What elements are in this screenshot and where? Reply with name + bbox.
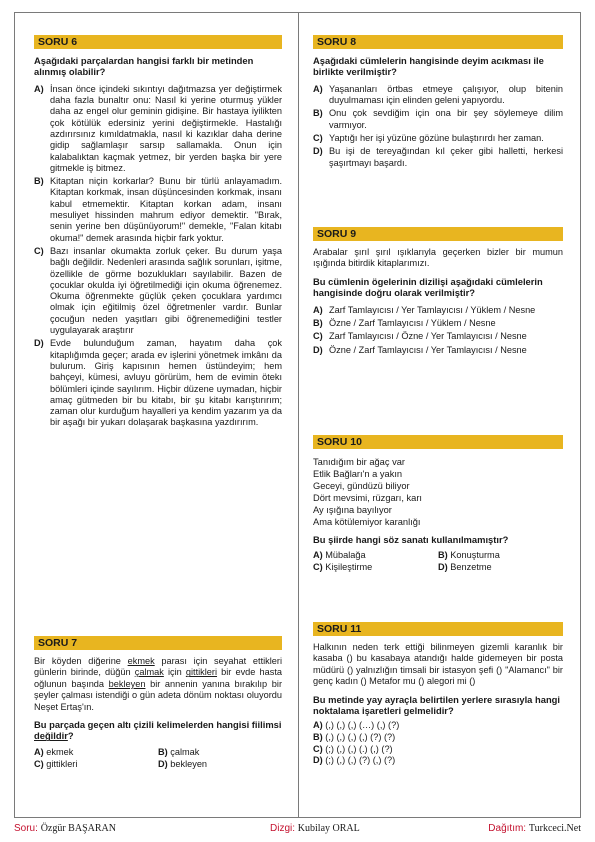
- option-d[interactable]: D) Benzetme: [438, 562, 492, 573]
- option-c[interactable]: C) (;) (,) (,) (.) (,) (?): [313, 743, 393, 754]
- poem-line: Ama kötülemiyor karanlığı: [313, 517, 421, 527]
- option-c[interactable]: C) Yaptığı her işi yüzüne gözüne bulaştırırdı her zaman.: [313, 133, 544, 143]
- question-8: [313, 35, 563, 169]
- question-7-text: Bir köyden diğerine ekmek parası için seyahat ettikleri günlerin birinde, düğün çalmak için gittikleri bir evde hasta oğlunun başında bekleyen bir annenin yanına bırakılıp bir şeyler çalması istendiği o gün adeta dönüm noktası oluyordu Neşet Ertaş'ın.: [34, 656, 283, 712]
- question-11-options: [313, 720, 563, 766]
- poem-line: Tanıdığım bir ağaç var: [313, 457, 405, 467]
- underlined-word: çalmak: [134, 667, 164, 678]
- option-b[interactable]: B) çalmak: [158, 746, 200, 757]
- column-divider: [298, 13, 299, 817]
- option-c[interactable]: C) Bazı insanlar okumakta zorluk çeker. Bu durum yaşa bağlı değildir. Nedenleri arasında sağlık sorunları, işitme, özellikle de görme bozuklukları sayılabilir. Bazen de çocuklar okulda iyi öğretilmediği için okuma öğrenemez. Okuma öğrenmekte güçlük çeken çocuklara yardımcı olmak için eğitilmiş özel öğretmenler vardır. Bunlar çocuğun neden yaşıtları gibi öğrenemediğini testler uygulayarak araştırır: [34, 245, 282, 336]
- question-10-title: SORU 10: [313, 435, 563, 449]
- question-9-title: SORU 9: [313, 227, 563, 241]
- underlined-word: ekmek: [127, 656, 155, 666]
- question-7-options: [34, 746, 282, 770]
- footer-typesetter: Dizgi: Kubilay ORAL: [270, 823, 360, 834]
- underlined-word: gittikleri: [185, 667, 218, 678]
- question-11: [313, 622, 563, 767]
- option-b[interactable]: B) Özne / Zarf Tamlayıcısı / Yüklem / Nesne: [313, 317, 496, 328]
- option-a[interactable]: A) ekmek: [34, 746, 74, 757]
- question-7: [34, 636, 282, 770]
- poem-line: Etlik Bağları'n a yakın: [313, 469, 403, 479]
- option-b[interactable]: B) Onu çok sevdiğim için ona bir şey söylemeye dilim varmıyor.: [313, 108, 563, 130]
- option-a[interactable]: A) (,) (,) (,) (…) (,) (?): [313, 720, 400, 731]
- question-10-poem: [313, 456, 563, 528]
- option-d[interactable]: D) Özne / Zarf Tamlayıcısı / Yer Tamlayıcısı / Nesne: [313, 344, 527, 355]
- option-c[interactable]: C) Zarf Tamlayıcısı / Özne / Yer Tamlayıcısı / Nesne: [313, 331, 527, 342]
- question-11-stem: Bu metinde yay ayraçla belirtilen yerlere sırasıyla hangi noktalama işaretleri gelmelidir?: [313, 693, 560, 717]
- option-c[interactable]: C) Kişileştirme: [313, 562, 373, 573]
- option-d[interactable]: D) bekleyen: [158, 758, 208, 769]
- option-b[interactable]: B) Kitaptan niçin korkarlar? Bunu bir türlü anlayamadım. Kitaptan korkmak, insan düşüncesinden korkmak, insanı kabul etmemektir. Kitaptan korkan adam, insanı mesuliyet hissinden mahrum ediyor demektir. "Bırak, senin yerine ben düşünüyorum!" demekle, "Falan kitabı okuma!" demek arasında hiçbir fark yoktur.: [34, 176, 282, 243]
- question-6-stem: Aşağıdaki parçalardan hangisi farklı bir metinden alınmış olabilir?: [34, 55, 254, 78]
- underlined-word: bekleyen: [108, 678, 146, 689]
- question-11-title: SORU 11: [313, 622, 563, 636]
- option-b[interactable]: B) Konuşturma: [438, 550, 500, 561]
- question-6-title: SORU 6: [34, 35, 282, 49]
- poem-line: Geceyi, gündüzü biliyor: [313, 481, 410, 491]
- option-d[interactable]: D) Bu işi de tereyağından kıl çeker gibi halletti, herkesi şaşırtmayı başardı.: [313, 146, 563, 168]
- question-6: [34, 35, 282, 429]
- option-a[interactable]: A) Zarf Tamlayıcısı / Yer Tamlayıcısı / Yüklem / Nesne: [313, 304, 536, 315]
- question-6-options: [34, 84, 282, 429]
- question-9-text: Arabalar şırıl şırıl ışıklarıyla geçerken bizler bir mumun ışığında bitirdik kitaplarımızı.: [313, 247, 563, 269]
- question-10-stem: Bu şiirde hangi söz sanatı kullanılmamıştır?: [313, 534, 509, 545]
- question-11-text: Halkının neden terk ettiği bilinmeyen gizemli karanlık bir kasaba () bu kasabaya atandığı halde gidemeyen bir posta müdürü () yalnızlığın timsali bir istasyon şefi () "Alamancı" bir genç kadın () Metafor mu () alegori mi (): [313, 642, 563, 687]
- poem-line: Ay ışığına bayılıyor: [313, 505, 392, 515]
- question-7-stem: Bu parçada geçen altı çizili kelimelerden hangisi fiilimsi değildir?: [34, 719, 282, 742]
- question-9-stem: Bu cümlenin ögelerinin dizilişi aşağıdaki cümlelerin hangisinde doğru olarak verilmiştir?: [313, 275, 543, 299]
- option-d[interactable]: D) Evde bulunduğum zaman, hayatım daha çok kitaplığımda geçer; arada ev işlerini yönetmek imkânı da bulurum. Giriş kapısının hemen üstündeyim; hem bahçeyi, kümesi, avluyu görürüm, hem de evimin ötekı bölümleri içinde sayılırım. Hiçbir düzene uymadan, hiçbir amaç gütmeden bir bu kitabı, bir şu kitabı karıştırırım; zaman olur kurduğum hayalleri ya kendim yazarım ya da bir aşağı bir yukarı dolaşarak başkasına yazdırırım.: [34, 338, 282, 428]
- option-d[interactable]: D) (;) (,) (,) (?) (,) (?): [313, 755, 396, 766]
- footer-distribution: Dağıtım: Turkceci.Net: [488, 823, 581, 834]
- option-a[interactable]: A) İnsan önce içindeki sıkıntıyı dağıtmazsa yer değiştirmek daha fazla bunaltır onu: Nasıl ki yerine oturmuş yükler daha az engel olur geminin gidişine. Bir hastaya iyilikten çok kötülük edersiniz yerini değiştirmekle. Hastalığı azdırırsınız kımıldatmakla, nasıl ki kazıklar daha derine gidip sağlamlaşır sarsıp sallamakla. Onun için kalabalıktan kaçmak yetmez, bir yerden başka bir yere gitmekle iş bitmez.: [34, 83, 282, 173]
- question-8-options: [313, 84, 563, 169]
- poem-line: Dört mevsimi, rüzgarı, karı: [313, 493, 422, 503]
- question-8-stem: Aşağıdaki cümlelerin hangisinde deyim acıkması ile birlikte verilmiştir?: [313, 55, 544, 78]
- question-7-title: SORU 7: [34, 636, 282, 650]
- question-8-title: SORU 8: [313, 35, 563, 49]
- option-c[interactable]: C) gittikleri: [34, 758, 78, 769]
- footer: [14, 823, 581, 837]
- option-a[interactable]: A) Yaşananları örtbas etmeye çalışıyor, olup bitenin duyulmaması için elinden geleni yapıyordu.: [313, 83, 563, 106]
- option-b[interactable]: B) (,) (,) (,) (,) (?) (?): [313, 732, 396, 743]
- question-9: [313, 227, 563, 356]
- question-9-options: [313, 305, 563, 356]
- option-a[interactable]: A) Mübalağa: [313, 550, 366, 561]
- question-10: [313, 435, 563, 573]
- footer-author: Soru: Özgür BAŞARAN: [14, 823, 116, 834]
- question-10-options: [313, 549, 563, 573]
